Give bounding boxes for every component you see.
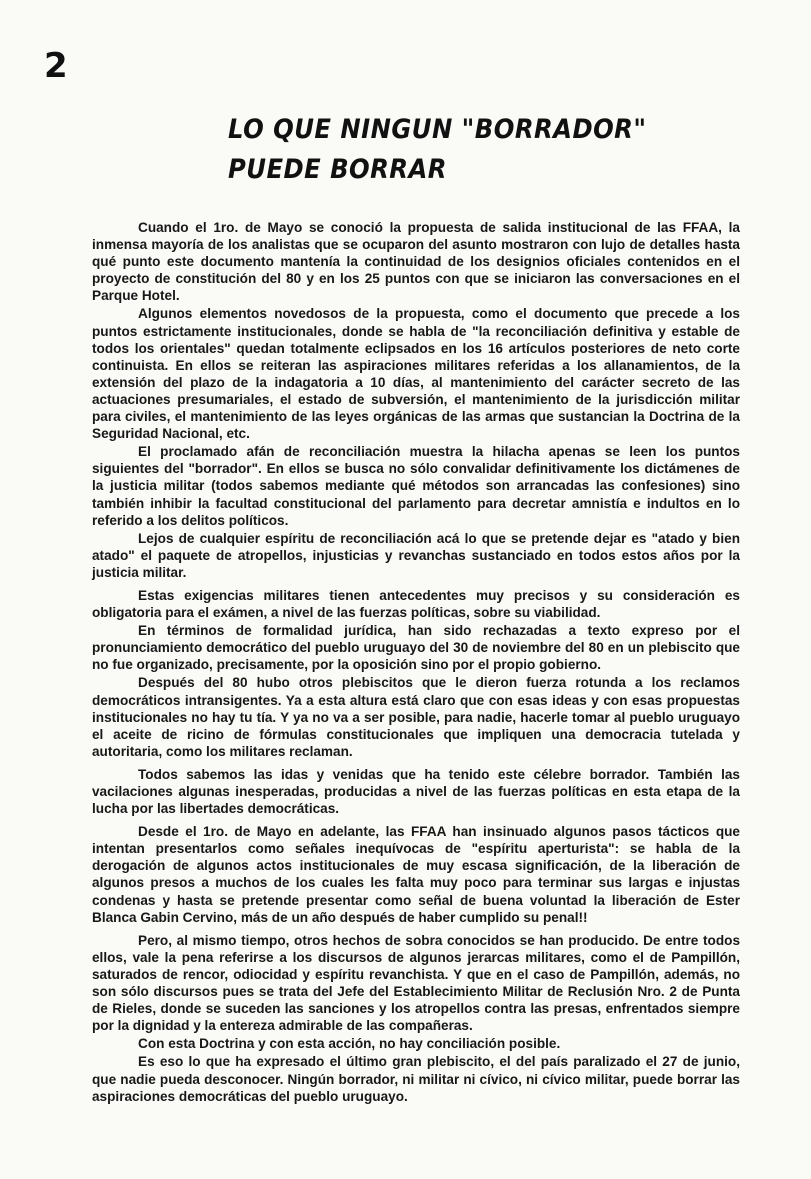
paragraph-11: Con esta Doctrina y con esta acción, no hay conciliación posible. xyxy=(138,1036,561,1052)
paragraph-3: El proclamado afán de reconciliación muestra la hilacha apenas se leen los puntos siguientes del "borrador". En ellos se busca no sólo convalidar definitivamente los dictámenes de la justicia militar (todos sabemos mediante qué métodos son arrancadas las confesiones) sino también inhibir la facultad constitucional del parlamento para decretar amnistía e indultos en lo referido a los delitos políticos. xyxy=(92,444,740,528)
paragraph-6: En términos de formalidad jurídica, han sido rechazadas a texto expreso por el pronunciamiento democrático del pueblo uruguayo del 30 de noviembre del 80 en un plebiscito que no fue organizado, precisamente, por la oposición sino por el propio gobierno. xyxy=(92,623,740,673)
paragraph-2: Algunos elementos novedosos de la propuesta, como el documento que precede a los puntos estrictamente institucionales, donde se habla de "la reconciliación definitiva y estable de todos los orientales" quedan totalmente eclipsados en los 16 artículos posteriores de neto corte continuista. En ellos se reiteran las aspiraciones militares referidas a los allanamientos, de la extensión del plazo de la indagatoria a 10 días, al mantenimiento del carácter secreto de las actuaciones presumariales, el estado de subversión, el mantenimiento de la jurisdicción militar para civiles, el mantenimiento de las leyes orgánicas de las armas que sustancian la Doctrina de la Seguridad Nacional, etc. xyxy=(92,306,740,442)
paragraph-1: Cuando el 1ro. de Mayo se conoció la propuesta de salida institucional de las FFAA, la inmensa mayoría de los analistas que se ocuparon del asunto mostraron con lujo de detalles hasta qué punto este documento mantenía la continuidad de los designios oficiales contenidos en el proyecto de constitución del 80 y en los 25 puntos con que se iniciaron las conversaciones en el Parque Hotel. xyxy=(92,220,740,304)
paragraph-9: Desde el 1ro. de Mayo en adelante, las FFAA han insinuado algunos pasos tácticos que intentan presentarlos como señales inequívocas de "espíritu aperturista": se habla de la derogación de algunos actos institucionales de muy escasa significación, de la liberación de algunos presos a muchos de los cuales les falta muy poco para terminar sus largas e injustas condenas y hasta se pretende presentar como señal de buena voluntad la liberación de Ester Blanca Gabin Cervino, más de un año después de haber cumplido su penal!! xyxy=(92,824,740,925)
article-body xyxy=(92,219,740,1106)
paragraph-4: Lejos de cualquier espíritu de reconciliación acá lo que se pretende dejar es "atado y bien atado" el paquete de atropellos, injusticias y revanchas sustanciado en todos estos años por la justicia militar. xyxy=(92,530,740,580)
paragraph-8: Todos sabemos las idas y venidas que ha tenido este célebre borrador. También las vacilaciones algunas inesperadas, producidas a nivel de las fuerzas políticas en esta etapa de la lucha por las libertades democráticas. xyxy=(92,766,740,817)
paragraph-7: Después del 80 hubo otros plebiscitos que le dieron fuerza rotunda a los reclamos democráticos intransigentes. Ya a esta altura está claro que con esas ideas y con esas propuestas institucionales no hay tu tía. Y ya no va a ser posible, para nadie, hacerle tomar al pueblo uruguayo el aceite de ricino de fórmulas constitucionales que impliquen una democracia tutelada y autoritaria, como los militares reclaman. xyxy=(92,675,740,759)
page-number: 2 xyxy=(44,46,68,86)
paragraph-10: Pero, al mismo tiempo, otros hechos de sobra conocidos se han producido. De entre todos ellos, vale la pena referirse a los discursos de algunos jerarcas militares, como el de Pampillón, saturados de rencor, odiocidad y espíritu revanchista. Y que en el caso de Pampillón, además, no son sólo discursos pues se trata del Jefe del Establecimiento Militar de Reclusión Nro. 2 de Punta de Rieles, donde se suceden las sanciones y los atropellos contra las presas, enfrentados siempre por la dignidad y la entereza admirable de las compañeras. xyxy=(92,932,740,1034)
article-headline xyxy=(228,110,696,190)
paragraph-5: Estas exigencias militares tienen antecedentes muy precisos y su consideración es obligatoria para el exámen, a nivel de las fuerzas políticas, sobre su viabilidad. xyxy=(92,587,740,621)
headline-line-2: PUEDE BORRAR xyxy=(228,154,447,185)
headline-line-1: LO QUE NINGUN "BORRADOR" xyxy=(228,114,647,145)
paragraph-12: Es eso lo que ha expresado el último gran plebiscito, el del país paralizado el 27 de junio, que nadie pueda desconocer. Ningún borrador, ni militar ni cívico, ni cívico militar, puede borrar las aspiraciones democráticas del pueblo uruguayo. xyxy=(92,1054,740,1104)
